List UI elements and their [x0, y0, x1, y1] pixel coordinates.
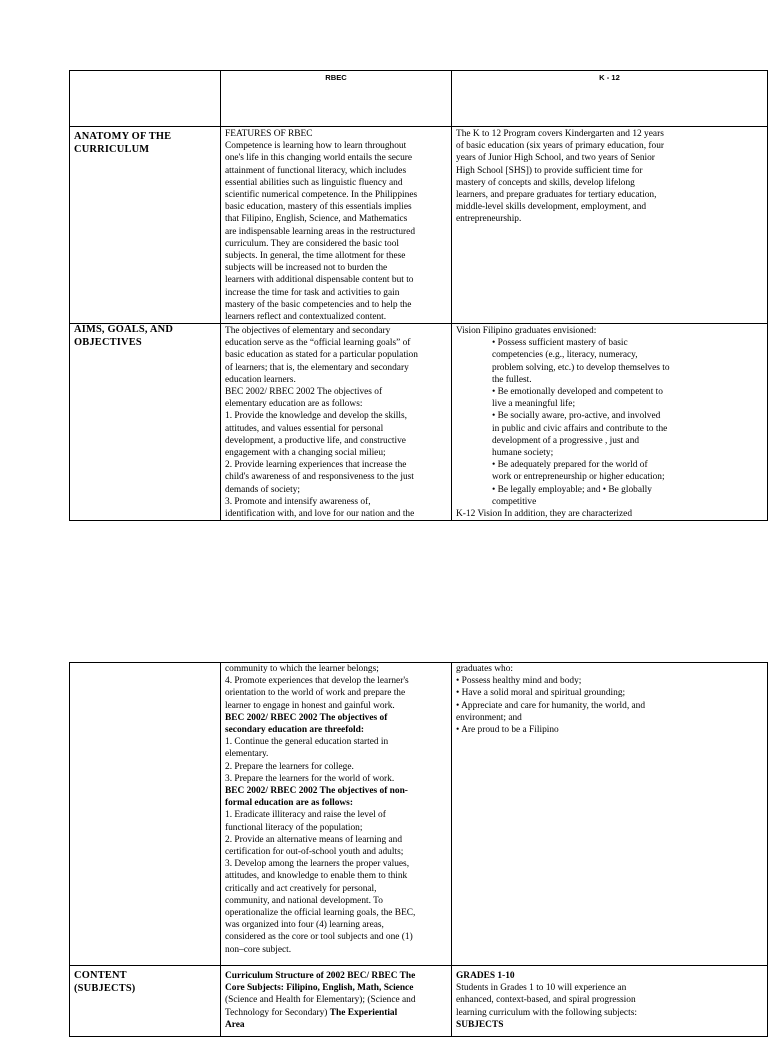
k12-content-line: Students in Grades 1 to 10 will experience an [456, 983, 627, 994]
comparison-table-page-2 [69, 662, 768, 1037]
rbec-line: certification for out-of-school youth and adults; [225, 847, 404, 858]
rbec-content-line: Core Subjects: Filipino, English, Math, Science [225, 983, 414, 994]
header-blank-cell [70, 71, 221, 127]
rbec-line: 4. Promote experiences that develop the learner's [225, 676, 409, 687]
rbec-line: non–core subject. [225, 944, 292, 955]
row-label-continued-blank [70, 663, 221, 966]
k12-vision-text: Vision Filipino graduates envisioned: • Possess sufficient mastery of basic competencies (e.g., literacy, numeracy, problem solving, etc.) to develop themselves to the fullest. • Be emotionally developed and competent to live a meaningful life; • Be socially aware, pro-active, and involved in public and civic affairs and contribute to the development of a progressive , just and humane society; • Be adequately prepared for the world of work or entrepreneurship or higher education; • Be legally employable; and • Be globally competitive K-12 Vision In addition, they are characterized [456, 326, 670, 519]
header-k12-cell [452, 71, 768, 127]
rbec-line: operationalize the official learning goals, the BEC, [225, 908, 416, 919]
rbec-line: 2. Prepare the learners for college. [225, 761, 354, 772]
header-k12: K - 12 [599, 73, 620, 82]
row-anatomy [70, 127, 768, 324]
comparison-table-page-1 [69, 70, 768, 521]
row-label-content: CONTENT (SUBJECTS) [74, 970, 136, 994]
k12-program-text: The K to 12 Program covers Kindergarten and 12 years of basic education (six years of primary education, four years of Junior High School, and two years of Senior High School [SHS]) to provide sufficient time for mastery of concepts and skills, develop lifelong learners, and prepare graduates for tertiary education, middle-level skills development, employment, and entrepreneurship. [456, 129, 664, 225]
rbec-line: 3. Prepare the learners for the world of work. [225, 773, 395, 784]
rbec-line: considered as the core or tool subjects and one (1) [225, 932, 413, 943]
k12-graduates-continued: graduates who: • Possess healthy mind and body; • Have a solid moral and spiritual grounding; • Appreciate and care for humanity, the world, and environment; and • Are proud to be a Filipino [456, 664, 646, 736]
row-label-aims: AIMS, GOALS, AND OBJECTIVES [74, 324, 174, 348]
rbec-content-text [221, 966, 451, 1031]
rbec-line: 2. Provide an alternative means of learning and [225, 834, 403, 845]
header-rbec-cell [221, 71, 452, 127]
k12-content-line: learning curriculum with the following subjects: [456, 1007, 637, 1018]
rbec-line: was organized into four (4) learning areas, [225, 920, 384, 931]
rbec-line: learner to engage in honest and gainful work. [225, 700, 395, 711]
k12-content-line: GRADES 1-10 [456, 971, 515, 981]
rbec-features-text: FEATURES OF RBEC Competence is learning how to learn throughout one's life in this changing world entails the secure attainment of functional literacy, which includes essential abilities such as linguistic fluency and scientific numerical competence. In the Philippines basic education, mastery of this essentials implies that Filipino, English, Science, and Mathematics are indispensable learning areas in the restructured curriculum. They are considered the basic tool subjects. In general, the time allotment for these subjects will be increased not to burden the learners with additional dispensable content but to increase the time for task and activities to gain mastery of the basic competencies and to help the learners reflect and contextualized content. [225, 129, 418, 322]
header-row [70, 71, 768, 127]
rbec-line: critically and act creatively for personal, [225, 883, 377, 894]
rbec-content-line: (Science and Health for Elementary); (Science and [225, 995, 416, 1006]
rbec-content-line: Technology for Secondary) The Experiential [225, 1007, 398, 1018]
rbec-line: elementary. [225, 749, 269, 760]
rbec-line: 1. Continue the general education started in [225, 737, 389, 748]
rbec-line: attitudes, and knowledge to enable them to think [225, 871, 408, 882]
row-content [70, 966, 768, 1037]
rbec-line: community to which the learner belongs; [225, 664, 379, 674]
rbec-line: orientation to the world of work and prepare the [225, 688, 406, 699]
header-rbec: RBEC [325, 73, 347, 82]
rbec-line: BEC 2002/ RBEC 2002 The objectives of non- [225, 786, 408, 797]
rbec-line: 3. Develop among the learners the proper values, [225, 859, 410, 870]
row-aims [70, 324, 768, 521]
k12-content-line: SUBJECTS [456, 1019, 504, 1030]
rbec-content-line: Curriculum Structure of 2002 BEC/ RBEC The [225, 971, 416, 981]
rbec-content-line: Area [225, 1019, 245, 1030]
k12-content-text [452, 966, 767, 1031]
k12-content-line: enhanced, context-based, and spiral progression [456, 995, 636, 1006]
rbec-line: 1. Eradicate illiteracy and raise the level of [225, 810, 386, 821]
rbec-line: functional literacy of the population; [225, 822, 363, 833]
rbec-objectives-continued [221, 663, 451, 956]
row-aims-continued [70, 663, 768, 966]
row-label-anatomy: ANATOMY OF THE CURRICULUM [74, 131, 172, 155]
rbec-line: community, and national development. To [225, 895, 383, 906]
rbec-line: formal education are as follows: [225, 798, 353, 809]
rbec-line: secondary education are threefold: [225, 725, 364, 736]
rbec-objectives-text: The objectives of elementary and secondary education serve as the “official learning goals” of basic education as stated for a particular population of learners; that is, the elementary and secondary education learners. BEC 2002/ RBEC 2002 The objectives of elementary education are as follows: 1. Provide the knowledge and develop the skills, attitudes, and values essential for personal development, a productive life, and constructive engagement with a changing social milieu; 2. Provide learning experiences that increase the child's awareness of and responsiveness to the just demands of society; 3. Promote and intensify awareness of, identification with, and love for our nation and the [225, 326, 418, 519]
rbec-line: BEC 2002/ RBEC 2002 The objectives of [225, 712, 388, 723]
